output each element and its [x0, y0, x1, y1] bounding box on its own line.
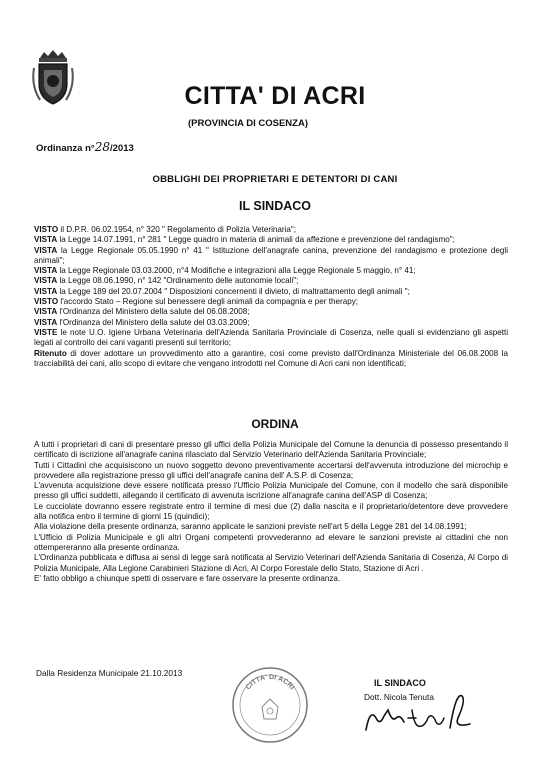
visto-paragraph [34, 266, 508, 276]
visto-lead: VISTA [34, 317, 58, 327]
subject-heading: OBBLIGHI DEI PROPRIETARI E DETENTORI DI CANI [152, 174, 398, 185]
ordina-paragraph: L'Ordinanza pubblicata e diffusa ai sensi di legge sarà notificata al Servizio Veterinari dell'Azienda Sanitaria di Cosenza, Al Corpo di Polizia Municipale, Alla Legione Carabinieri Stazione di Acri, Al Corpo Forestale dello Stato, Stazione di Acri . [34, 553, 508, 573]
ordina-paragraph: L'avvenuta acquisizione deve essere notificata presso l'Ufficio Polizia Municipale del Comune, con il modello che sarà disponibile presso gli uffici suddetti, allegando il certificato di avvenuta iscrizione all'anagrafe canina dell'ASP di Cosenza; [34, 481, 508, 501]
place-date: Dalla Residenza Municipale 21.10.2013 [36, 668, 183, 678]
visto-paragraph [34, 328, 508, 349]
stamp-text: CITTA' DI ACRI [244, 673, 296, 692]
ordinanza-handwritten-number: 28 [94, 140, 110, 154]
visto-text: la Legge Regionale 03.03.2000, n°4 Modifiche e integrazioni alla Legge Regionale 5 maggio, n° 41; [57, 266, 416, 276]
svg-text:CITTA' DI ACRI [245, 674, 296, 691]
visto-lead: VISTA [34, 286, 58, 296]
visto-lead: VISTA [34, 235, 58, 245]
ordinanza-year: /2013 [109, 143, 134, 154]
ordina-paragraph: Alla violazione della presente ordinanza, saranno applicate le sanzioni previste nell'art 5 della Legge 281 del 14.08.1991; [34, 522, 467, 532]
visto-paragraph [34, 235, 508, 245]
visto-lead: VISTO [34, 225, 59, 234]
ordina-paragraph: Le cucciolate dovranno essere registrate entro il termine di mesi due (2) dalla nascita e il proprietario/detentore deve provvedere alla notifica entro il termine di giorni 15 (quindici); [34, 501, 508, 522]
visto-lead: Ritenuto [34, 348, 67, 358]
visto-paragraph [34, 307, 508, 317]
visto-paragraph [34, 225, 508, 235]
ordinanza-label: Ordinanza n° [36, 143, 95, 154]
visto-paragraph [34, 287, 508, 297]
visto-text: il D.P.R. 06.02.1954, n° 320 " Regolamento di Polizia Veterinaria"; [58, 225, 296, 234]
ordina-paragraph: E' fatto obbligo a chiunque spetti di osservare e fare osservare la presente ordinanza. [34, 573, 341, 583]
visto-lead: VISTA [34, 266, 58, 276]
ordina-section [34, 440, 508, 584]
visti-section [34, 225, 508, 369]
signatory-name: Dott. Nicola Tenuta [364, 692, 434, 702]
signatory-title: IL SINDACO [374, 678, 426, 688]
visto-lead: VISTA [34, 276, 58, 286]
visto-text: la Legge 08.06.1990, n° 142 "Ordinamento delle autonomie locali"; [57, 276, 299, 286]
province-subtitle: (PROVINCIA DI COSENZA) [188, 118, 308, 129]
visto-text: l'Ordinanza del Ministero della salute del 06.08.2008; [57, 307, 250, 317]
visto-lead: VISTE [34, 327, 58, 337]
visto-text: la Legge Regionale 05.05.1990 n° 41 " Istituzione dell'anagrafe canina, prevenzione del randagismo e protezione degli animali"; [34, 245, 508, 265]
visto-lead: VISTA [34, 307, 58, 317]
city-title: CITTA' DI ACRI [184, 82, 366, 110]
visto-paragraph [34, 318, 508, 328]
ordina-heading: ORDINA [251, 417, 299, 431]
ordina-paragraph: L'Ufficio di Polizia Municipale e gli altri Organi competenti provvederanno ad elevare le sanzioni previste ai cittadini che non ottempereranno alla presente ordinanza. [34, 532, 508, 552]
visto-paragraph [34, 246, 508, 267]
signature-icon [358, 688, 478, 736]
visto-text: di dover adottare un provvedimento atto a garantire, così come previsto dall'Ordinanza Ministeriale del 06.08.2008 la tracciabilità dei cani, allo scopo di evitare che vengano introdotti nel Comune di Acri cani non identificati; [34, 348, 508, 368]
visto-text: la Legge 14.07.1991, n° 281 " Legge quadro in materia di animali da affezione e prevenzione del randagismo"; [57, 235, 455, 245]
visto-lead: VISTA [34, 245, 58, 255]
visto-paragraph [34, 297, 508, 307]
visto-text: le note U.O. Igiene Urbana Veterinaria dell'Azienda Sanitaria Provinciale di Cosenza, nelle quali si evidenziano gli aspetti legati al controllo dei cani vaganti presenti sul territorio; [34, 327, 508, 348]
round-stamp-icon [230, 665, 310, 745]
visto-lead: VISTO [34, 297, 59, 307]
visto-text: l'accordo Stato – Regione sul benessere degli animali da compagnia e per therapy; [58, 297, 358, 307]
authority-heading: IL SINDACO [239, 199, 311, 213]
visto-text: l'Ordinanza del Ministero della salute del 03.03.2009; [57, 317, 250, 327]
visto-text: la Legge 189 del 20.07.2004 " Disposizioni concernenti il divieto, di maltrattamento degli animali "; [57, 286, 410, 296]
visto-paragraph [34, 349, 508, 370]
ordina-paragraph: Tutti i Cittadini che acquisiscono un nuovo soggetto devono preventivamente accertarsi dell'avvenuta introduzione del microchip e provvedere alla registrazione presso gli uffici dell'anagrafe canina dell' A.S.P. di Cosenza; [34, 460, 508, 480]
ordina-paragraph: A tutti i proprietari di cani di presentare presso gli uffici della Polizia Municipale del Comune la denuncia di possesso presentando il certificato di iscrizione all'anagrafe canina rilasciato dal Servizio Veterinario dell'Azienda Sanitaria Provinciale; [34, 440, 508, 460]
visto-paragraph [34, 276, 508, 286]
ordinanza-number [36, 140, 134, 154]
